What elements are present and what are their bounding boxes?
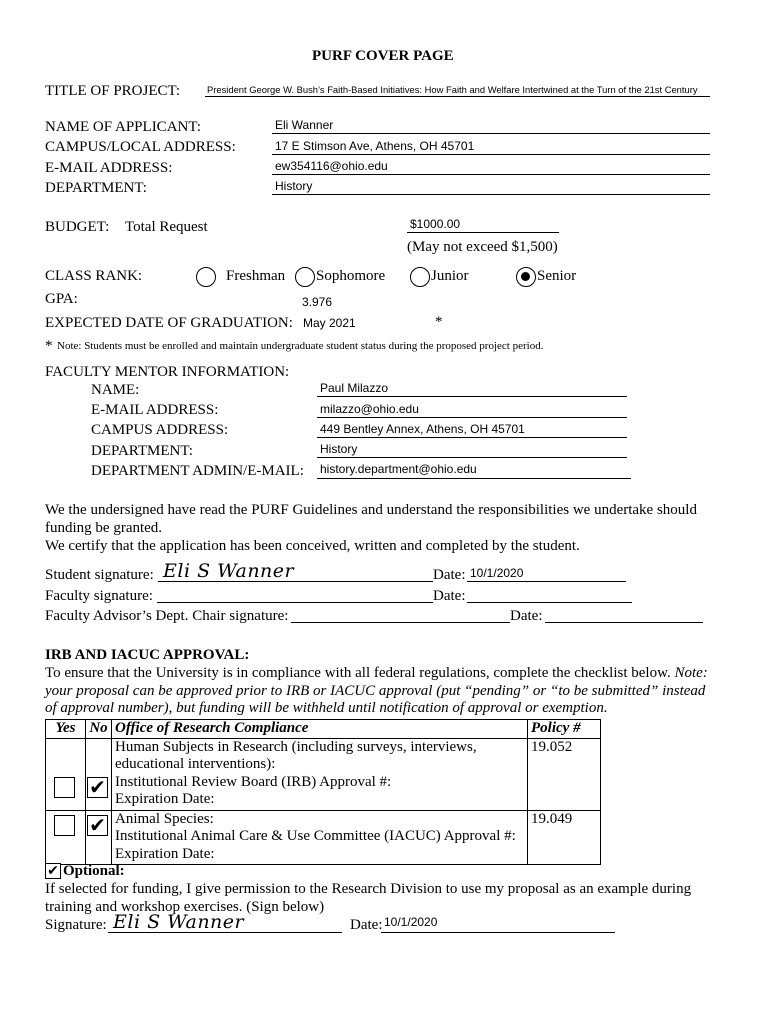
student-signature-underline	[158, 581, 433, 582]
applicant-department-label: DEPARTMENT:	[45, 180, 147, 196]
col-office: Office of Research Compliance	[112, 720, 528, 739]
graduation-field[interactable]: May 2021	[303, 316, 356, 330]
senior-label: Senior	[537, 268, 577, 284]
irb-approval-text: Institutional Review Board (IRB) Approval #:	[115, 773, 392, 790]
applicant-name-label: NAME OF APPLICANT:	[45, 119, 201, 135]
chair-signature-underline	[291, 622, 510, 623]
animal-line-3: Expiration Date:	[115, 845, 215, 862]
budget-total-label: Total Request	[125, 219, 208, 235]
irb-intro-note: Note:	[674, 665, 708, 681]
applicant-email-field[interactable]: ew354116@ohio.edu	[275, 159, 388, 173]
student-date-field[interactable]: 10/1/2020	[470, 566, 524, 580]
sophomore-label: Sophomore	[316, 268, 386, 284]
applicant-department-field[interactable]: History	[275, 179, 313, 193]
chair-signature-label: Faculty Advisor’s Dept. Chair signature:	[45, 608, 289, 624]
animal-yes-cell	[46, 810, 86, 864]
chair-date-underline	[545, 622, 703, 623]
mentor-name-field[interactable]: Paul Milazzo	[320, 381, 389, 395]
mentor-campus-underline	[317, 437, 627, 438]
animal-yes-checkbox[interactable]	[54, 815, 75, 836]
irb-checklist-table	[45, 719, 601, 865]
applicant-name-underline	[272, 133, 710, 134]
human-yes-cell	[46, 738, 86, 810]
certification-line-2: funding be granted.	[45, 520, 163, 536]
certification-line-3: We certify that the application has been conceived, written and completed by the student.	[45, 538, 580, 554]
mentor-department-underline	[317, 457, 627, 458]
chair-date-label: Date:	[510, 608, 543, 624]
gpa-field[interactable]: 3.976	[302, 295, 333, 309]
graduation-asterisk: *	[435, 314, 443, 330]
applicant-address-underline	[272, 154, 710, 155]
graduation-label: EXPECTED DATE OF GRADUATION:	[45, 315, 293, 331]
human-line-3	[115, 774, 524, 792]
applicant-name-field[interactable]: Eli Wanner	[275, 118, 334, 132]
certification-line-1: We the undersigned have read the PURF Guidelines and understand the responsibilities we undertake should	[45, 502, 697, 518]
freshman-label: Freshman	[226, 268, 286, 284]
page-title: PURF COVER PAGE	[312, 48, 454, 64]
budget-amount-field[interactable]: $1000.00	[410, 217, 461, 231]
irb-intro-line-2: your proposal can be approved prior to IRB or IACUC approval (put “pending” or “to be submitted” instead	[45, 683, 706, 699]
irb-heading: IRB AND IACUC APPROVAL:	[45, 647, 250, 663]
animal-policy: 19.049	[528, 810, 601, 864]
human-line-4: Expiration Date:	[115, 791, 215, 807]
mentor-department-field[interactable]: History	[320, 442, 358, 456]
optional-label: Optional:	[63, 863, 125, 879]
optional-date-field[interactable]: 10/1/2020	[384, 915, 438, 929]
mentor-admin-underline	[317, 478, 631, 479]
optional-signature-underline	[108, 932, 342, 933]
freshman-radio[interactable]	[196, 267, 216, 287]
student-signature[interactable]: Eli S Wanner	[163, 560, 295, 582]
optional-checkbox[interactable]: ✔	[45, 863, 61, 879]
project-title-underline	[205, 96, 710, 97]
optional-signature[interactable]: Eli S Wanner	[113, 911, 245, 933]
human-line-2: educational interventions):	[115, 756, 276, 772]
animal-line-2: Institutional Animal Care & Use Committee (IACUC) Approval #:	[115, 828, 516, 844]
irb-row-animal	[46, 810, 601, 864]
irb-intro-text: To ensure that the University is in compliance with all federal regulations, complete the checklist below.	[45, 665, 671, 681]
class-rank-label: CLASS RANK:	[45, 268, 143, 284]
mentor-name-underline	[317, 396, 627, 397]
applicant-address-label: CAMPUS/LOCAL ADDRESS:	[45, 139, 236, 155]
senior-radio[interactable]	[516, 267, 536, 287]
faculty-signature-underline	[157, 602, 433, 603]
mentor-name-label: NAME:	[91, 382, 140, 398]
junior-label: Junior	[431, 268, 469, 284]
mentor-admin-field[interactable]: history.department@ohio.edu	[320, 462, 477, 476]
human-yes-checkbox[interactable]	[54, 777, 75, 798]
mentor-campus-field[interactable]: 449 Bentley Annex, Athens, OH 45701	[320, 422, 525, 436]
mentor-email-underline	[317, 417, 627, 418]
optional-line-1: If selected for funding, I give permission to the Research Division to use my proposal as an example during	[45, 881, 692, 897]
optional-signature-label: Signature:	[45, 917, 107, 933]
human-subjects-desc	[112, 738, 528, 810]
irb-row-human-subjects	[46, 738, 601, 810]
student-signature-label: Student signature:	[45, 567, 154, 583]
optional-date-label: Date:	[350, 917, 383, 933]
mentor-heading: FACULTY MENTOR INFORMATION:	[45, 364, 290, 380]
applicant-email-underline	[272, 174, 710, 175]
optional-line-2: training and workshop exercises. (Sign below)	[45, 899, 325, 915]
col-no: No	[86, 720, 112, 739]
budget-label: BUDGET:	[45, 219, 110, 235]
mentor-department-label: DEPARTMENT:	[91, 443, 193, 459]
mentor-admin-label: DEPARTMENT ADMIN/E-MAIL:	[91, 463, 304, 479]
gpa-label: GPA:	[45, 291, 78, 307]
human-policy: 19.052	[528, 738, 601, 810]
applicant-address-field[interactable]: 17 E Stimson Ave, Athens, OH 45701	[275, 139, 475, 153]
human-line-1: Human Subjects in Research (including surveys, interviews,	[115, 738, 477, 755]
animal-no-checkbox[interactable]: ✔	[87, 815, 108, 836]
animal-no-cell	[86, 810, 112, 864]
faculty-date-label: Date:	[433, 588, 466, 604]
mentor-campus-label: CAMPUS ADDRESS:	[91, 422, 229, 438]
optional-date-underline	[381, 932, 615, 933]
animal-desc	[112, 810, 528, 864]
enrollment-note-star: *	[45, 338, 53, 354]
sophomore-radio[interactable]	[295, 267, 315, 287]
col-policy: Policy #	[528, 720, 601, 739]
student-date-label: Date:	[433, 567, 466, 583]
project-title-label: TITLE OF PROJECT:	[45, 83, 181, 99]
mentor-email-label: E-MAIL ADDRESS:	[91, 402, 219, 418]
human-no-checkbox[interactable]: ✔	[87, 777, 108, 798]
student-date-underline	[467, 581, 626, 582]
budget-limit-note: (May not exceed $1,500)	[407, 239, 558, 255]
project-title-field[interactable]: President George W. Bush’s Faith-Based Initiatives: How Faith and Welfare Intertwined at the Turn of the 21st Century	[207, 84, 698, 95]
faculty-signature-label: Faculty signature:	[45, 588, 153, 604]
faculty-date-underline	[467, 602, 632, 603]
col-yes: Yes	[46, 720, 86, 739]
junior-radio[interactable]	[410, 267, 430, 287]
irb-table-header	[46, 720, 601, 739]
human-no-cell	[86, 738, 112, 810]
animal-line-1: Animal Species:	[115, 810, 214, 827]
applicant-email-label: E-MAIL ADDRESS:	[45, 160, 173, 176]
enrollment-note: Note: Students must be enrolled and maintain undergraduate student status during the proposed project period.	[57, 340, 544, 352]
mentor-email-field[interactable]: milazzo@ohio.edu	[320, 402, 419, 416]
irb-intro-line-3: of approval number), but funding will be withheld until notification of approval or exemption.	[45, 700, 608, 716]
budget-underline	[407, 232, 559, 233]
applicant-department-underline	[272, 194, 710, 195]
irb-intro-line-1	[45, 665, 708, 682]
